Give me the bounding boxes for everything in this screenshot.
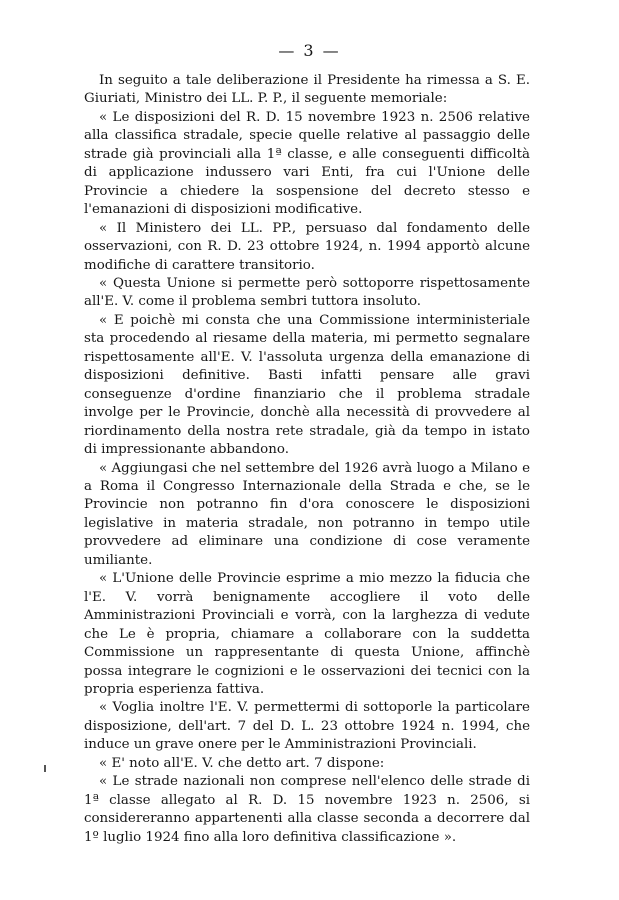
margin-mark	[44, 765, 46, 772]
paragraph: « Le disposizioni del R. D. 15 novembre 1923 n. 2506 relative alla classifica stradale, specie quelle relative al passaggio delle strade già provinciali alla 1ª classe, e alle conseguenti difficoltà di applicazione indussero vari Enti, fra cui l'Unione delle Provincie a chiedere la sospensione del decreto stesso e l'emanazioni di disposizioni modificative.	[84, 109, 530, 218]
paragraph: « Voglia inoltre l'E. V. permettermi di sottoporle la particolare disposizione, dell'art. 7 del D. L. 23 ottobre 1924 n. 1994, che induce un grave onere per le Amministrazioni Provinciali.	[84, 700, 530, 753]
paragraph: In seguito a tale deliberazione il Presidente ha rimessa a S. E. Giuriati, Ministro dei LL. P. P., il seguente memoriale:	[84, 73, 530, 107]
paragraph: « L'Unione delle Provincie esprime a mio mezzo la fiducia che l'E. V. vorrà benignamente accogliere il voto delle Amministrazioni Provinciali e vorrà, con la larghezza di vedute che Le è propria, chiamare a collaborare con la suddetta Commissione un rappresentante di questa Unione, affinchè possa integrare le cognizioni e le osservazioni dei tecnici con la propria esperienza fattiva.	[84, 571, 530, 697]
paragraph: « Aggiungasi che nel settembre del 1926 avrà luogo a Milano e a Roma il Congresso Internazionale della Strada e che, se le Provincie non potranno fin d'ora conoscere le disposizioni legislative in materia stradale, non potranno in tempo utile provvedere ad eliminare una condizione di cose veramente umiliante.	[84, 460, 530, 568]
paragraph: « Il Ministero dei LL. PP., persuaso dal fondamento delle osservazioni, con R. D. 23 ottobre 1924, n. 1994 apportò alcune modifiche di carattere transitorio.	[84, 220, 530, 273]
document-body	[84, 72, 530, 847]
page-number: — 3 —	[278, 41, 341, 60]
paragraph: « E' noto all'E. V. che detto art. 7 dispone:	[99, 755, 385, 771]
paragraph: « Le strade nazionali non comprese nell'elenco delle strade di 1ª classe allegato al R. D. 15 novembre 1923 n. 2506, si considereranno appartenenti alla classe seconda a decorrere dal 1º luglio 1924 fino alla loro definitiva classificazione ».	[84, 774, 530, 845]
paragraph: « Questa Unione si permette però sottoporre rispettosamente all'E. V. come il problema sembri tuttora insoluto.	[84, 275, 530, 310]
paragraph: « E poichè mi consta che una Commissione interministeriale sta procedendo al riesame della materia, mi permetto segnalare rispettosamente all'E. V. l'assoluta urgenza della emanazione di disposizioni definitive. Basti infatti pensare alle gravi conseguenze d'ordine finanziario che il problema stradale involge per le Provincie, donchè alla necessità di provvedere al riordinamento della nostra rete stradale, già da tempo in istato di impressionante abbandono.	[84, 312, 530, 458]
